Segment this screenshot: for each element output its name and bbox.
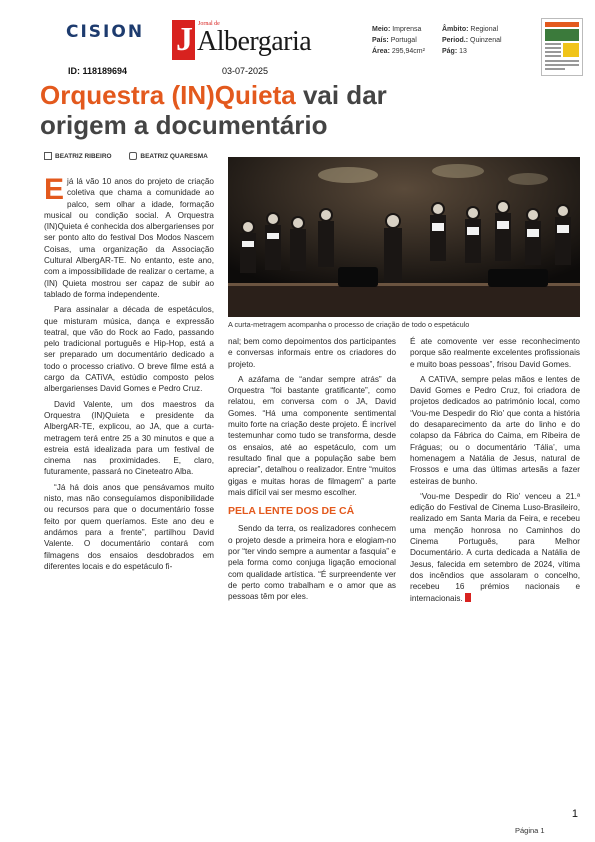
cision-logo: CISION — [66, 22, 145, 42]
bylines — [44, 152, 224, 160]
article-date: 03-07-2025 — [222, 66, 269, 76]
paragraph: Sendo da terra, os realizadores conhecem o projeto desde a primeira hora e elogiam-no por “ter vindo sempre a aumentar a fasquia” e pela forma como conjuga ligação emocional com qualidade artística. “É surpreendente ver de perto como trabalham e o amor que as pessoas têm por eles. — [228, 524, 396, 602]
paragraph: ‘Vou-me Despedir do Rio’ venceu a 21.ª edição do Festival de Cinema Luso-Brasileiro, realizado em Santa Maria da Feira, e recebeu uma menção honrosa no Caminhos do Cinema Português, para Melhor Documentário. A curta dedicada a Natália de Jesus, falecida em setembro de 2024, vítima dos incêndios que assolaram o concelho, recebeu 16 prémios nacionais e internacionais. — [410, 491, 580, 603]
camera-icon — [129, 152, 137, 160]
photographer-byline: BEATRIZ QUARESMA — [129, 153, 215, 160]
subheading: PELA LENTE DOS DE CÁ — [228, 505, 355, 518]
page-thumbnail[interactable] — [541, 18, 583, 76]
paragraph: A azáfama de “andar sempre atrás” da Orquestra “foi bastante gratificante”, como relatou, em conversa com o JA, David Gomes. “Há uma componente sentimental muito forte na criação deste projeto. É incrível testemunhar como tudo se transforma, desde os ensaios, até ao espetáculo, com um resultado final que a população sabe bem apreciar”, detalhou o realizador. Entre “muitos gigas e muitas horas de filmagem” a parte mais difícil vai ser mesmo escolher. — [228, 374, 396, 497]
author-byline: BEATRIZ RIBEIRO — [44, 153, 120, 160]
photo-caption: A curta-metragem acompanha o processo de criação de todo o espetáculo — [228, 320, 470, 329]
logo-small-text: Jornal de — [198, 21, 220, 27]
end-mark-icon — [465, 593, 471, 602]
paragraph: David Valente, um dos maestros da Orquestra (IN)Quieta e presidente da AlbergAR-TE, explicou, ao JA, que a curta-metragem terá entre 25 a 30 minutos e que a estreia está idealizada para um festival de cinema nas proximidades. E, claro, futuramente, passará no Cineteatro Alba. — [44, 399, 214, 477]
logo-j-box: J — [172, 20, 195, 60]
article-column-2 — [228, 336, 396, 607]
page-label: Página 1 — [515, 826, 545, 835]
document-icon — [44, 152, 52, 160]
drop-cap: E — [44, 173, 65, 206]
paragraph: A CATiVA, sempre pelas mãos e lentes de David Gomes e Pedro Cruz, foi criadora de projetos dedicados ao património local, como ‘Vou-me Despedir do Rio’ que conta a história do desaparecimento da arte do linho e do colapso da Fábrica do Caima, em Ribeira de Fráguas; ou o documentário ‘Tália’, uma homenagem a Natália de Jesus, natural de Frossos e uma das últimas artesãs a fazer esteiras de bunho. — [410, 374, 580, 486]
paragraph: nal; bem como depoimentos dos participantes e conversas informais entre os criadores do projeto. — [228, 337, 396, 369]
meta-right: Âmbito: Regional Period.: Quinzenal Pág: 13 — [442, 26, 502, 55]
article-column-3 — [410, 336, 580, 608]
paragraph: É ate comovente ver esse reconhecimento porque são realmente excelentes profissionais e muito boas pessoas”, frisou David Gomes. — [410, 337, 580, 369]
article-column-1 — [44, 173, 214, 576]
page-number: 1 — [571, 808, 578, 820]
meta-left: Meio: Imprensa País: Portugal Área: 295,94cm² — [372, 26, 425, 55]
paragraph: Ejá lá vão 10 anos do projeto de criação coletiva que chama a comunidade ao palco, sem olhar a idade, formação musical ou condição social. A Orquestra (IN)Quieta é conhecida dos albergarienses por ser ponto alto do festival Dos Modos Nascem Coisas, uma organização da Associação Cultural AlbergAR-TE. No entanto, este ano, com a impossibilidade de realizar o certame, a (IN) Quieta mostrou ser capaz de subir ao tablado de forma independente. — [44, 173, 214, 299]
paragraph: Para assinalar a década de espetáculos, que misturam música, dança e expressão teatral, que vão do Rock ao Fado, passando pelo tradicional português e Hip-Hop, está a ser preparado um documentário dedicado a todo o processo criativo. O breve filme está a cargo da CATiVA, estúdio composto pelos albergarienses David Gomes e Pedro Cruz. — [44, 305, 214, 394]
logo-name: Albergaria — [197, 26, 312, 57]
headline-red: Orquestra (IN)Quieta — [40, 80, 296, 110]
article-id: ID: 118189694 — [68, 66, 128, 76]
headline-rest: vai dar origem a documentário — [40, 80, 387, 140]
orchestra-photo — [228, 157, 580, 317]
paragraph: “Já há dois anos que pensávamos muito nisto, mas não conseguíamos disponibilidade ou recursos para que o documentário fosse feito por quem queríamos. Este ano deu e andámos para a frente”, partilhou David Valente. O documentário contará com filmagens dos ensaios desdobrados em diferentes locais e do espetáculo fi- — [44, 482, 214, 571]
headline — [40, 80, 480, 140]
